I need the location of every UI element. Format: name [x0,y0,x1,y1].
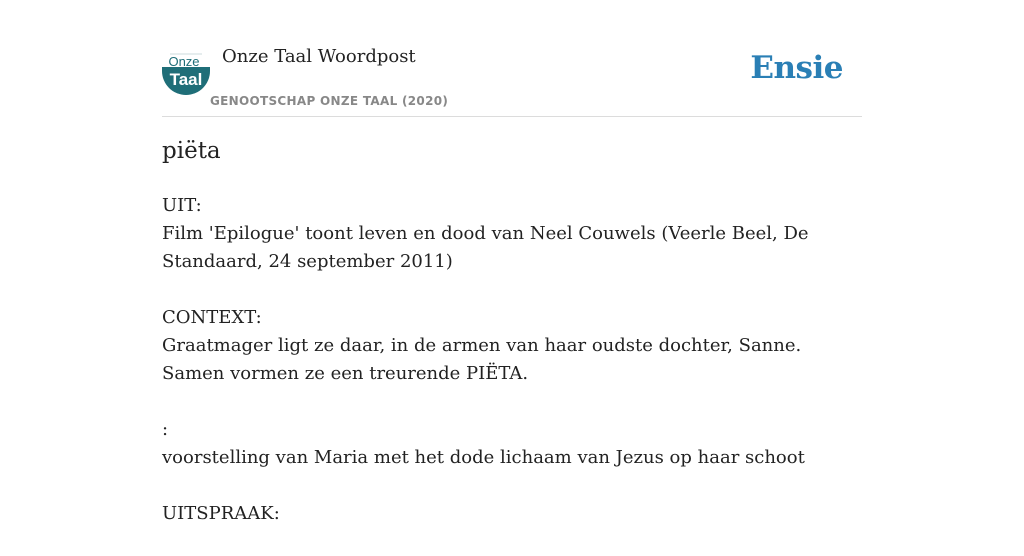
entry-title: piëta [162,138,221,164]
section-value: voorstelling van Maria met het dode lichaam van Jezus op haar schoot [162,447,805,468]
section-uitspraak [162,500,862,528]
section-value: Film 'Epilogue' toont leven en dood van Neel Couwels (Veerle Beel, De Standaard, 24 september 2011) [162,223,809,272]
section-context [162,304,862,388]
entry-body [162,192,862,556]
entry-page [162,0,862,524]
source-title[interactable]: Onze Taal Woordpost [222,46,416,67]
entry-header [162,0,862,117]
section-value: Graatmager ligt ze daar, in de armen van haar oudste dochter, Sanne. Samen vormen ze een treurende PIËTA. [162,335,802,384]
logo-text-top: Onze [168,54,200,69]
source-subtitle: GENOOTSCHAP ONZE TAAL (2020) [210,94,449,108]
ensie-brand-logo[interactable]: Ensie [750,50,843,86]
section-uit [162,192,862,276]
section-label: CONTEXT: [162,307,262,328]
section-label: UIT: [162,195,202,216]
section-definition [162,416,862,472]
logo-text-bottom: Taal [169,70,203,89]
section-label: UITSPRAAK: [162,503,280,524]
section-label: : [162,419,169,440]
onze-taal-logo[interactable] [162,51,210,95]
